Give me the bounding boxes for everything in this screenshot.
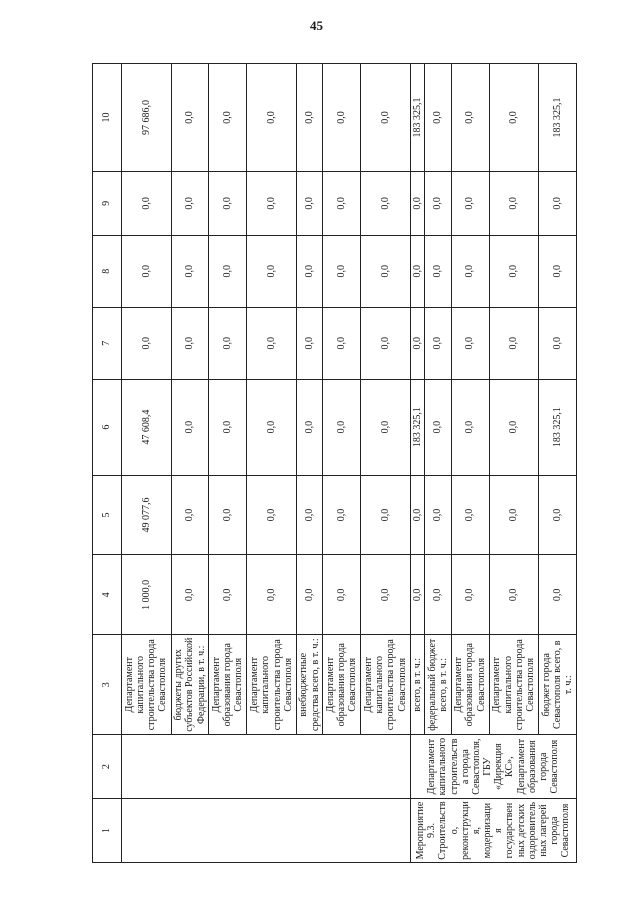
value-cell: 0,0 — [122, 171, 172, 235]
funding-source-cell: бюджет города Севастополя всего, в т. ч.: — [539, 635, 577, 735]
value-cell: 0,0 — [296, 171, 322, 235]
value-cell: 0,0 — [425, 379, 451, 475]
value-cell: 97 686,0 — [122, 64, 172, 172]
value-cell: 0,0 — [539, 235, 577, 307]
column-number: 9 — [93, 171, 122, 235]
value-cell: 0,0 — [425, 555, 451, 635]
value-cell: 0,0 — [489, 555, 539, 635]
value-cell: 0,0 — [489, 235, 539, 307]
budget-table — [92, 63, 577, 863]
value-cell: 0,0 — [451, 171, 489, 235]
value-cell: 0,0 — [209, 475, 247, 555]
executors-cell: Департамент капитального строительства города Севастополя, ГБУ «Дирекция КС», Департамент образования города Севастополя — [410, 735, 576, 799]
value-cell: 0,0 — [425, 307, 451, 379]
value-cell: 0,0 — [425, 64, 451, 172]
measure-cell: Мероприятие 9.3. Строительство, реконструкция, модернизация государственных детских оздоровительных лагерей города Севастополя — [410, 799, 576, 863]
value-cell: 0,0 — [122, 235, 172, 307]
value-cell: 0,0 — [296, 235, 322, 307]
value-cell: 0,0 — [171, 475, 209, 555]
value-cell: 0,0 — [410, 235, 425, 307]
column-number: 7 — [93, 307, 122, 379]
value-cell: 0,0 — [171, 379, 209, 475]
value-cell: 0,0 — [209, 235, 247, 307]
column-number: 2 — [93, 735, 122, 799]
column-number: 8 — [93, 235, 122, 307]
value-cell: 0,0 — [209, 64, 247, 172]
value-cell: 0,0 — [361, 555, 411, 635]
value-cell: 0,0 — [247, 307, 297, 379]
value-cell: 0,0 — [489, 379, 539, 475]
value-cell: 0,0 — [296, 555, 322, 635]
value-cell: 0,0 — [247, 64, 297, 172]
value-cell: 0,0 — [247, 475, 297, 555]
value-cell: 0,0 — [451, 555, 489, 635]
value-cell: 49 077,6 — [122, 475, 172, 555]
value-cell: 0,0 — [489, 171, 539, 235]
value-cell: 0,0 — [425, 235, 451, 307]
value-cell: 0,0 — [451, 379, 489, 475]
value-cell: 0,0 — [361, 307, 411, 379]
value-cell: 0,0 — [171, 64, 209, 172]
value-cell: 183 325,1 — [539, 64, 577, 172]
funding-source-cell: Департамент образования города Севастополя — [323, 635, 361, 735]
empty-measure-cell — [122, 799, 411, 863]
value-cell: 0,0 — [247, 555, 297, 635]
column-number: 5 — [93, 475, 122, 555]
column-number-row — [93, 64, 122, 863]
value-cell: 0,0 — [209, 171, 247, 235]
value-cell: 1 000,0 — [122, 555, 172, 635]
value-cell: 0,0 — [361, 379, 411, 475]
value-cell: 0,0 — [323, 475, 361, 555]
empty-executor-cell — [122, 735, 411, 799]
value-cell: 0,0 — [171, 555, 209, 635]
value-cell: 0,0 — [539, 171, 577, 235]
value-cell: 47 608,4 — [122, 379, 172, 475]
funding-source-cell: Департамент капитального строительства города Севастополя — [489, 635, 539, 735]
value-cell: 0,0 — [296, 475, 322, 555]
value-cell: 0,0 — [296, 307, 322, 379]
value-cell: 0,0 — [451, 64, 489, 172]
value-cell: 0,0 — [122, 307, 172, 379]
value-cell: 0,0 — [539, 307, 577, 379]
value-cell: 0,0 — [489, 64, 539, 172]
value-cell: 0,0 — [539, 475, 577, 555]
funding-source-cell: бюджеты других субъектов Российской Федерации, в т. ч.: — [171, 635, 209, 735]
column-number: 6 — [93, 379, 122, 475]
value-cell: 183 325,1 — [410, 379, 425, 475]
funding-source-cell: Департамент образования города Севастополя — [209, 635, 247, 735]
value-cell: 0,0 — [410, 475, 425, 555]
value-cell: 0,0 — [451, 475, 489, 555]
value-cell: 0,0 — [425, 475, 451, 555]
value-cell: 0,0 — [361, 171, 411, 235]
value-cell: 0,0 — [425, 171, 451, 235]
value-cell: 0,0 — [489, 307, 539, 379]
value-cell: 0,0 — [209, 379, 247, 475]
funding-source-cell: Департамент капитального строительства города Севастополя — [361, 635, 411, 735]
value-cell: 0,0 — [323, 307, 361, 379]
value-cell: 0,0 — [209, 307, 247, 379]
column-number: 4 — [93, 555, 122, 635]
value-cell: 0,0 — [323, 64, 361, 172]
page-number: 45 — [310, 18, 323, 33]
value-cell: 0,0 — [410, 171, 425, 235]
value-cell: 0,0 — [209, 555, 247, 635]
funding-source-cell: Департамент образования города Севастополя — [451, 635, 489, 735]
funding-source-cell: Департамент капитального строительства города Севастополя — [122, 635, 172, 735]
value-cell: 0,0 — [489, 475, 539, 555]
value-cell: 0,0 — [410, 555, 425, 635]
value-cell: 0,0 — [296, 64, 322, 172]
value-cell: 0,0 — [539, 555, 577, 635]
funding-source-cell: федеральный бюджет всего, в т. ч.: — [425, 635, 451, 735]
value-cell: 0,0 — [247, 235, 297, 307]
table-row — [410, 64, 425, 863]
column-number: 3 — [93, 635, 122, 735]
value-cell: 0,0 — [323, 555, 361, 635]
value-cell: 0,0 — [451, 307, 489, 379]
funding-source-cell: внебюджетные средства всего, в т. ч.: — [296, 635, 322, 735]
value-cell: 0,0 — [171, 307, 209, 379]
value-cell: 0,0 — [410, 307, 425, 379]
value-cell: 0,0 — [361, 64, 411, 172]
value-cell: 0,0 — [323, 235, 361, 307]
value-cell: 0,0 — [296, 379, 322, 475]
value-cell: 0,0 — [361, 235, 411, 307]
column-number: 10 — [93, 64, 122, 172]
value-cell: 0,0 — [247, 379, 297, 475]
column-number: 1 — [93, 799, 122, 863]
rotated-table-container — [92, 63, 577, 863]
value-cell: 0,0 — [171, 235, 209, 307]
value-cell: 0,0 — [247, 171, 297, 235]
value-cell: 0,0 — [451, 235, 489, 307]
value-cell: 0,0 — [323, 379, 361, 475]
value-cell: 0,0 — [323, 171, 361, 235]
value-cell: 0,0 — [171, 171, 209, 235]
value-cell: 183 325,1 — [410, 64, 425, 172]
table-row — [122, 64, 172, 863]
funding-source-cell: Департамент капитального строительства города Севастополя — [247, 635, 297, 735]
value-cell: 0,0 — [361, 475, 411, 555]
funding-source-cell: всего, в т. ч.: — [410, 635, 425, 735]
value-cell: 183 325,1 — [539, 379, 577, 475]
